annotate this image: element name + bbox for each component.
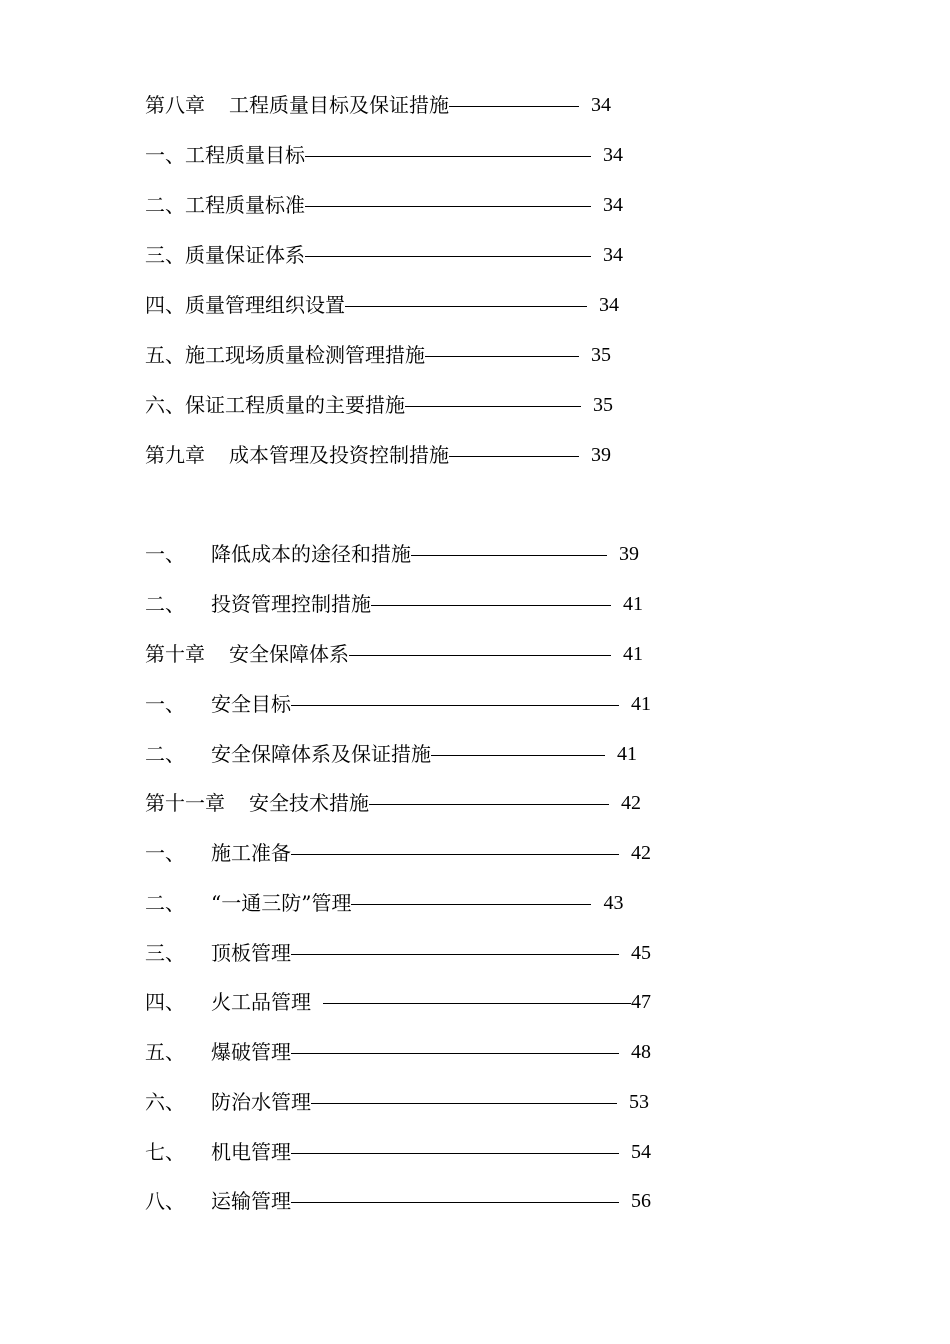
toc-label: 一、 (145, 143, 185, 167)
toc-label: 四、 (145, 990, 185, 1014)
toc-title: 施工准备 (211, 841, 291, 865)
toc-title: 安全保障体系及保证措施 (211, 742, 431, 766)
toc-label: 二、 (145, 592, 185, 616)
toc-label: 八、 (145, 1189, 185, 1213)
toc-leader (305, 206, 591, 207)
toc-entry[interactable] (145, 589, 643, 619)
toc-label: 二、 (145, 742, 185, 766)
toc-page-number: 41 (617, 742, 637, 765)
toc-page-number: 41 (631, 692, 651, 715)
toc-page-number: 45 (631, 941, 651, 964)
toc-entry[interactable] (145, 1087, 649, 1117)
toc-title: 机电管理 (211, 1140, 291, 1164)
toc-page-number: 35 (593, 393, 613, 416)
toc-leader (323, 1003, 631, 1004)
toc-entry[interactable] (145, 689, 651, 719)
toc-label: 六、 (145, 393, 185, 417)
toc-label: 一、 (145, 542, 185, 566)
toc-page-number: 53 (629, 1090, 649, 1113)
toc-leader (291, 954, 619, 955)
toc-page-number: 42 (621, 791, 641, 814)
toc-leader (405, 406, 581, 407)
toc-page-number: 39 (619, 542, 639, 565)
toc-page-number: 42 (631, 841, 651, 864)
toc-entry[interactable] (145, 190, 623, 220)
toc-leader (311, 1103, 617, 1104)
toc-title: 安全保障体系 (229, 642, 349, 666)
toc-title: 火工品管理 (211, 990, 311, 1014)
toc-leader (425, 356, 579, 357)
toc-leader (449, 106, 579, 107)
toc-label: 二、 (145, 193, 185, 217)
toc-entry[interactable] (145, 938, 651, 968)
toc-title: 爆破管理 (211, 1040, 291, 1064)
toc-entry[interactable] (145, 240, 623, 270)
toc-leader (369, 804, 609, 805)
toc-title: 质量保证体系 (185, 243, 305, 267)
toc-label: 三、 (145, 243, 185, 267)
toc-page-number: 34 (603, 143, 623, 166)
toc-title: 施工现场质量检测管理措施 (185, 343, 425, 367)
toc-entry[interactable] (145, 539, 639, 569)
toc-page-number: 34 (603, 193, 623, 216)
toc-leader (349, 655, 611, 656)
toc-entry[interactable] (145, 1037, 651, 1067)
toc-page-number: 35 (591, 343, 611, 366)
toc-label: 一、 (145, 841, 185, 865)
toc-title: 保证工程质量的主要措施 (185, 393, 405, 417)
toc-page-number: 39 (591, 443, 611, 466)
toc-entry[interactable] (145, 1137, 651, 1167)
toc-leader (305, 156, 591, 157)
toc-title: 安全目标 (211, 692, 291, 716)
toc-page-number: 34 (599, 293, 619, 316)
toc-label: 四、 (145, 293, 185, 317)
toc-title: 工程质量目标及保证措施 (229, 93, 449, 117)
toc-entry[interactable] (145, 90, 611, 120)
toc-entry[interactable] (145, 340, 611, 370)
toc-title: “一通三防”管理 (211, 891, 352, 915)
toc-label: 第九章 (145, 443, 205, 467)
toc-label: 一、 (145, 692, 185, 716)
toc-label: 三、 (145, 941, 185, 965)
toc-entry[interactable] (145, 888, 623, 918)
toc-entry[interactable] (145, 140, 623, 170)
toc-page-number: 47 (631, 990, 651, 1013)
toc-leader (291, 1202, 619, 1203)
toc-entry[interactable] (145, 290, 619, 320)
toc-leader (351, 904, 591, 905)
toc-leader (371, 605, 611, 606)
toc-leader (291, 705, 619, 706)
toc-title: 质量管理组织设置 (185, 293, 345, 317)
toc-label: 五、 (145, 343, 185, 367)
toc-leader (431, 755, 605, 756)
toc-page-number: 56 (631, 1189, 651, 1212)
toc-title: 防治水管理 (211, 1090, 311, 1114)
toc-entry[interactable] (145, 639, 643, 669)
toc-label: 第十一章 (145, 791, 225, 815)
toc-entry[interactable] (145, 987, 651, 1017)
toc-entry[interactable] (145, 838, 651, 868)
toc-page-number: 43 (603, 891, 624, 914)
toc-title: 投资管理控制措施 (211, 592, 371, 616)
toc-leader (345, 306, 587, 307)
toc-title: 安全技术措施 (249, 791, 369, 815)
toc-label: 六、 (145, 1090, 185, 1114)
toc-page-number: 34 (603, 243, 623, 266)
toc-page-number: 54 (631, 1140, 651, 1163)
toc-entry[interactable] (145, 440, 611, 470)
toc-leader (291, 854, 619, 855)
toc-leader (291, 1153, 619, 1154)
toc-page-number: 41 (623, 642, 643, 665)
toc-page-number: 41 (623, 592, 643, 615)
toc-leader (411, 555, 607, 556)
toc-leader (305, 256, 591, 257)
toc-title: 工程质量标准 (185, 193, 305, 217)
toc-entry[interactable] (145, 788, 641, 818)
toc-page-number: 48 (631, 1040, 651, 1063)
toc-entry[interactable] (145, 390, 613, 420)
toc-label: 第八章 (145, 93, 205, 117)
toc-entry[interactable] (145, 1186, 651, 1216)
toc-title: 降低成本的途径和措施 (211, 542, 411, 566)
toc-leader (291, 1053, 619, 1054)
toc-label: 五、 (145, 1040, 185, 1064)
toc-label: 第十章 (145, 642, 205, 666)
toc-title: 顶板管理 (211, 941, 291, 965)
toc-title: 运输管理 (211, 1189, 291, 1213)
toc-page-number: 34 (591, 93, 611, 116)
toc-title: 成本管理及投资控制措施 (229, 443, 449, 467)
toc-title: 工程质量目标 (185, 143, 305, 167)
toc-label: 二、 (145, 891, 185, 915)
toc-entry[interactable] (145, 739, 637, 769)
toc-leader (449, 456, 579, 457)
toc-label: 七、 (145, 1140, 185, 1164)
